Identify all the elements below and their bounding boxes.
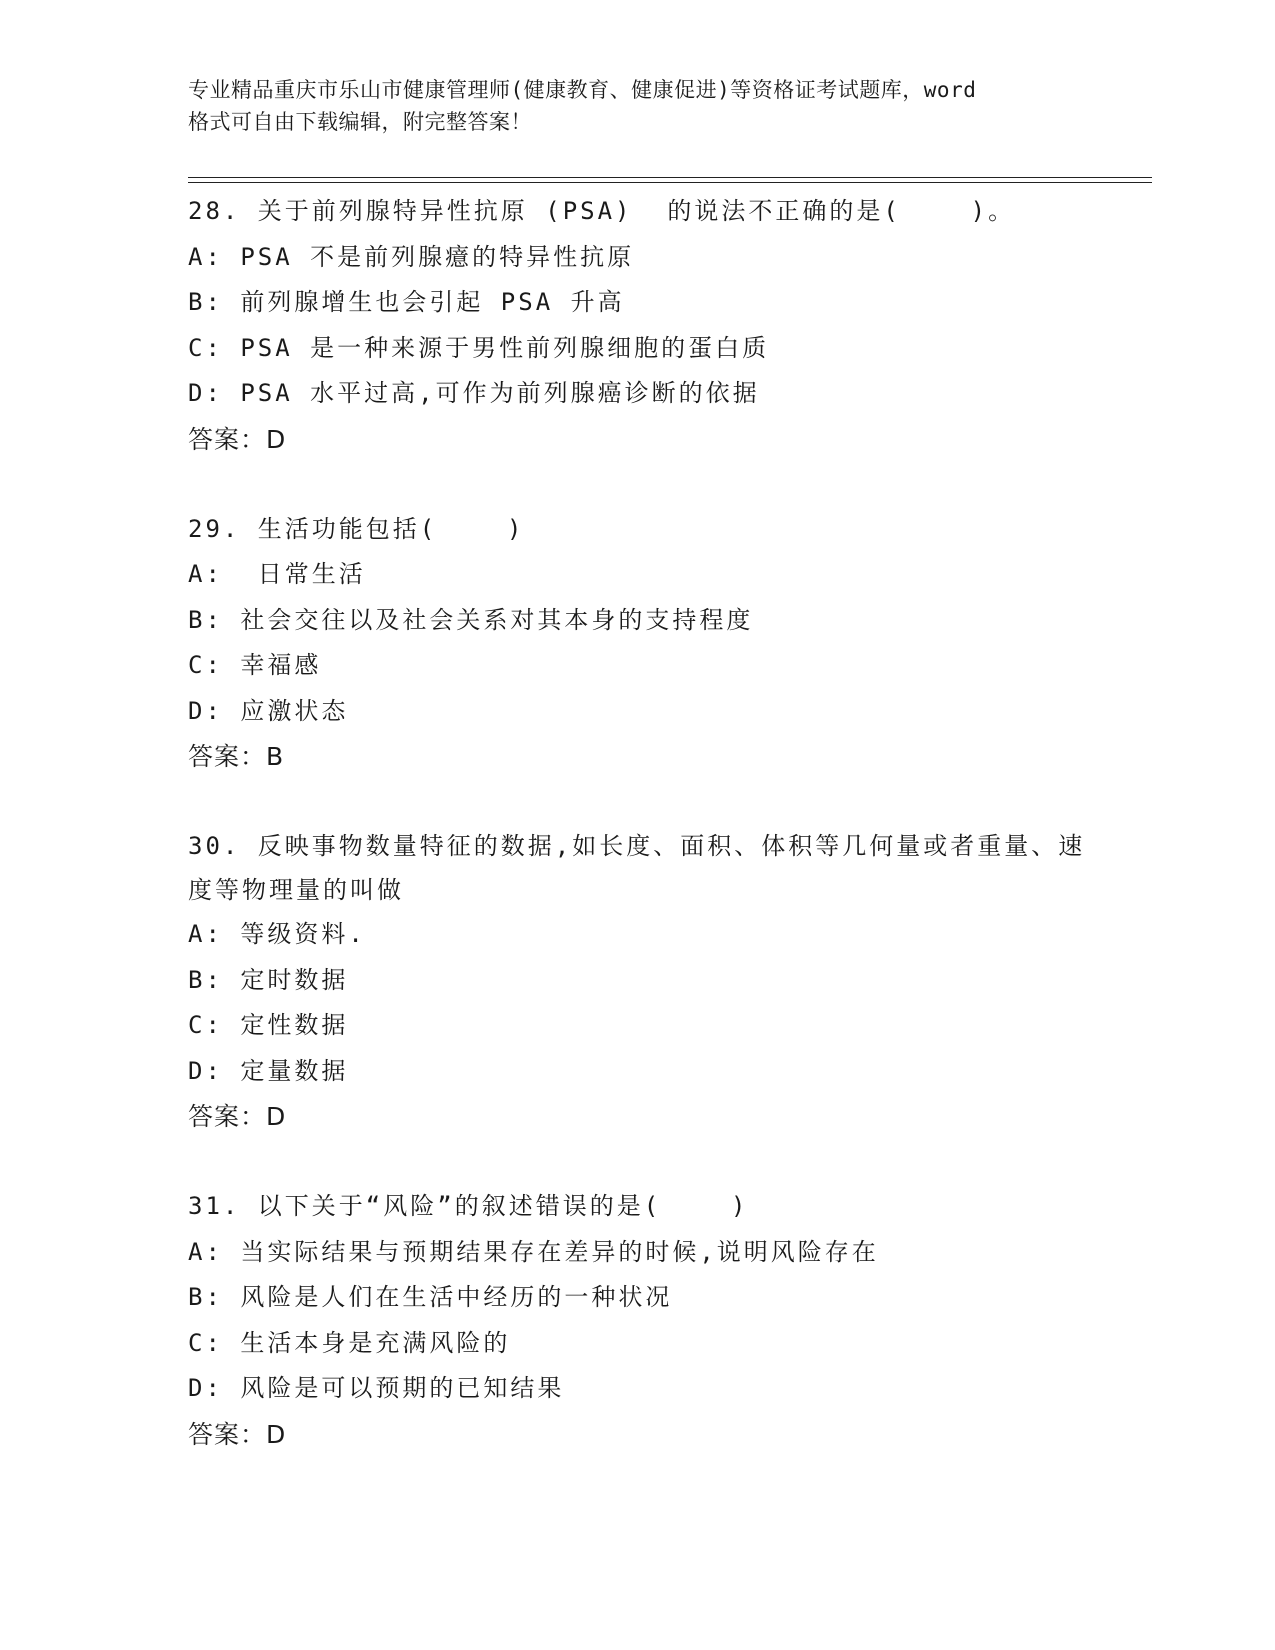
option-c: C: 幸福感 [188,651,322,679]
question-stem: 30. 反映事物数量特征的数据,如长度、面积、体积等几何量或者重量、速度等物理量的叫做 [188,832,1086,904]
option-a: A: 等级资料. [188,920,366,948]
question-answer: 答案：D [188,424,287,454]
option-a: A: 当实际结果与预期结果存在差异的时候,说明风险存在 [188,1237,879,1266]
option-a: A: 日常生活 [188,560,366,588]
question-stem: 31. 以下关于“风险”的叙述错误的是( ) [188,1192,749,1220]
option-d: D: PSA 水平过高,可作为前列腺癌诊断的依据 [188,379,760,407]
question-30 [188,824,1088,1140]
option-d: D: 定量数据 [188,1056,349,1085]
option-b: B: 前列腺增生也会引起 PSA 升高 [188,288,625,316]
question-29 [188,507,1088,781]
option-d: D: 应激状态 [188,696,349,725]
question-stem: 29. 生活功能包括( ) [188,514,525,543]
option-c: C: 生活本身是充满风险的 [188,1328,511,1357]
question-answer: 答案：D [188,1419,287,1449]
document-header [188,74,1088,138]
header-divider-top [188,177,1152,178]
option-b: B: 定时数据 [188,965,349,994]
header-line-1: 专业精品重庆市乐山市健康管理师(健康教育、健康促进)等资格证考试题库，word [188,78,977,102]
question-28 [188,189,1088,463]
option-c: C: PSA 是一种来源于男性前列腺细胞的蛋白质 [188,333,770,362]
option-a: A: PSA 不是前列腺癔的特异性抗原 [188,242,635,271]
header-divider-bottom [188,182,1152,183]
question-31 [188,1184,1088,1458]
option-d: D: 风险是可以预期的已知结果 [188,1374,565,1402]
option-b: B: 风险是人们在生活中经历的一种状况 [188,1283,673,1311]
question-stem: 28. 关于前列腺特异性抗原 (PSA) 的说法不正确的是( )。 [188,197,1016,225]
question-list [188,189,1088,1502]
question-answer: 答案：B [188,742,285,771]
option-b: B: 社会交往以及社会关系对其本身的支持程度 [188,605,754,634]
option-c: C: 定性数据 [188,1011,349,1039]
question-answer: 答案：D [188,1102,287,1131]
header-line-2: 格式可自由下载编辑，附完整答案！ [188,110,532,134]
